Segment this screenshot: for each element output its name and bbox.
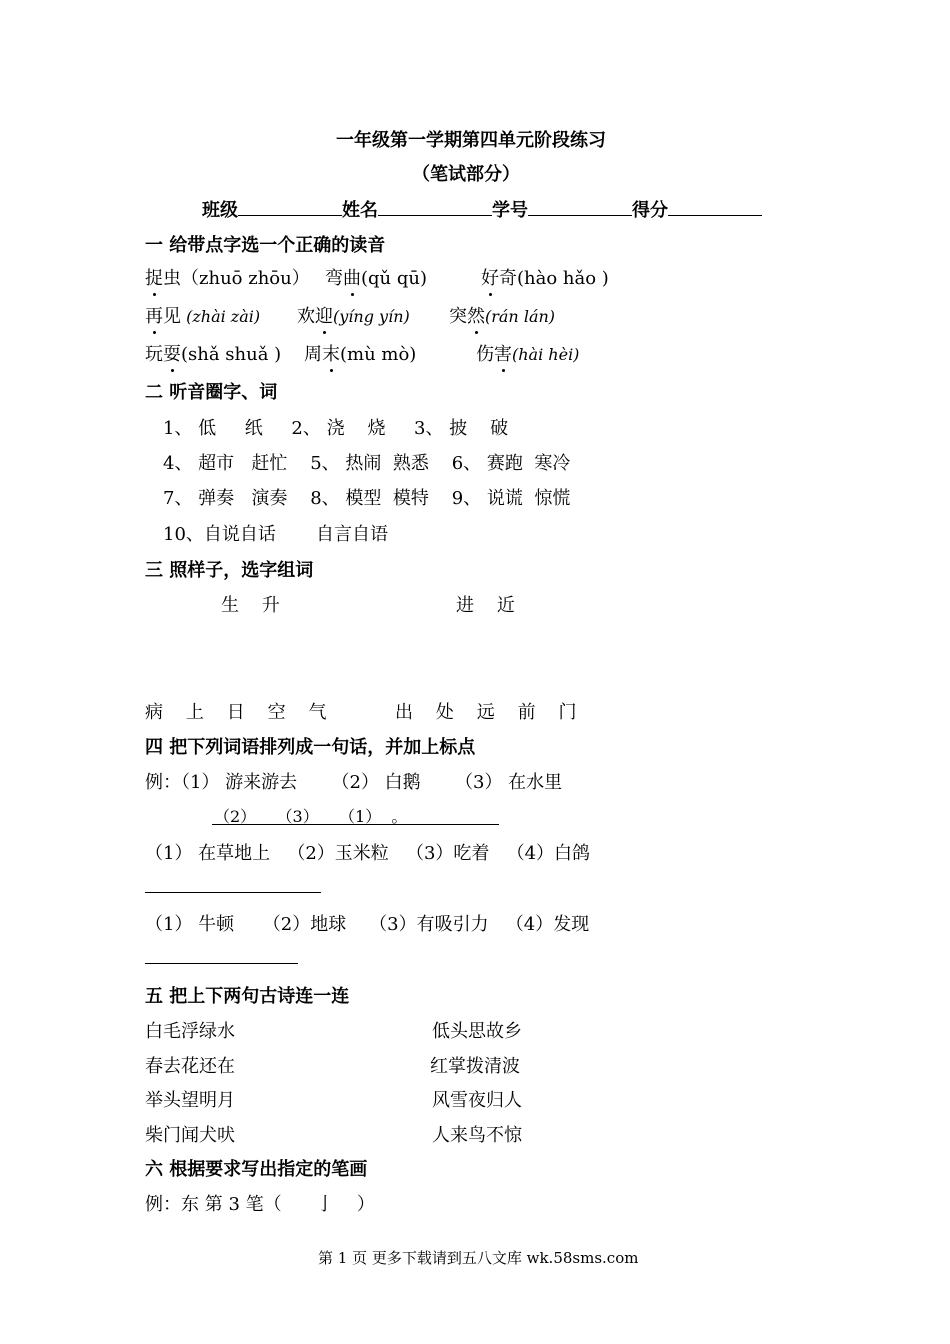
s5-left-1[interactable]: 白毛浮绿水 (145, 1021, 235, 1042)
s1-row1-item3: 好奇(hào hǎo ) (481, 264, 609, 290)
id-blank[interactable] (528, 197, 632, 216)
s1-row3-item1: 玩耍(shǎ shuǎ ) (145, 340, 281, 366)
s1-row3-item3: 伤害(hài hèi) (476, 340, 579, 366)
s5-left-2[interactable]: 春去花还在 (145, 1056, 235, 1077)
page-title: 一年级第一学期第四单元阶段练习 (336, 130, 606, 151)
page-subtitle: （笔试部分） (412, 164, 520, 185)
s1-row2-item2: 欢迎(yíng yín) (297, 302, 410, 328)
id-label: 学号 (492, 200, 528, 221)
class-blank[interactable] (238, 197, 342, 216)
s4-answer-line-2[interactable] (145, 963, 298, 964)
s4-question-1: （1） 在草地上 （2）玉米粒 （3）吃着 （4）白鸽 (145, 843, 591, 864)
page-footer: 第 1 页 更多下载请到五八文库 wk.58sms.com (318, 1249, 639, 1267)
s3-example-right: 进 近 (456, 595, 515, 616)
s1-row2-item1: 再见 (zhài zài) (145, 302, 260, 328)
section-3-heading: 三 照样子，选字组词 (145, 560, 314, 581)
s5-right-2[interactable]: 红掌拨清波 (430, 1056, 520, 1077)
section-6-heading: 六 根据要求写出指定的笔画 (145, 1159, 368, 1180)
section-5-heading: 五 把上下两句古诗连一连 (145, 986, 350, 1007)
s2-line-4: 10、自说自话 自言自语 (163, 524, 388, 545)
s4-example: 例：（1） 游来游去 （2） 白鹅 （3） 在水里 (145, 772, 563, 793)
score-blank[interactable] (668, 197, 762, 216)
s4-answer-line-1[interactable] (145, 892, 321, 893)
section-1-heading: 一 给带点字选一个正确的读音 (145, 235, 386, 256)
s5-left-4[interactable]: 柴门闻犬吠 (145, 1125, 235, 1146)
s5-left-3[interactable]: 举头望明月 (145, 1090, 235, 1111)
section-4-heading: 四 把下列词语排列成一句话，并加上标点 (145, 737, 476, 758)
s5-right-3[interactable]: 风雪夜归人 (432, 1090, 522, 1111)
s4-example-underline (212, 824, 499, 825)
s1-row3-item2: 周末(mù mò) (304, 340, 416, 366)
section-2-heading: 二 听音圈字、词 (145, 382, 278, 403)
s1-row1-item2: 弯曲(qǔ qū) (325, 264, 427, 290)
name-label: 姓名 (342, 200, 378, 221)
s3-words-left: 病 上 日 空 气 (145, 702, 327, 723)
info-line (202, 196, 762, 222)
s3-example-left: 生 升 (221, 595, 280, 616)
s4-question-2: （1） 牛顿 （2）地球 （3）有吸引力 （4）发现 (145, 914, 590, 935)
s2-line-2: 4、 超市 赶忙 5、 热闹 熟悉 6、 赛跑 寒冷 (163, 453, 571, 474)
name-blank[interactable] (378, 197, 492, 216)
s6-example: 例：东 第 3 笔（ 亅 ） (145, 1194, 375, 1215)
s1-row1-item1: 捉虫（zhuō zhōu） (145, 264, 310, 290)
class-label: 班级 (202, 200, 238, 221)
score-label: 得分 (632, 200, 668, 221)
s5-right-4[interactable]: 人来鸟不惊 (432, 1125, 522, 1146)
s2-line-3: 7、 弹奏 演奏 8、 模型 模特 9、 说谎 惊慌 (163, 488, 571, 509)
s5-right-1[interactable]: 低头思故乡 (432, 1021, 522, 1042)
s4-example-answer: （2） （3） （1） 。 (214, 807, 408, 826)
s2-line-1: 1、 低 纸 2、 浇 烧 3、 披 破 (163, 418, 509, 439)
s1-row2-item3: 突然(rán lán) (449, 302, 555, 328)
s3-words-right: 出 处 远 前 门 (395, 702, 577, 723)
